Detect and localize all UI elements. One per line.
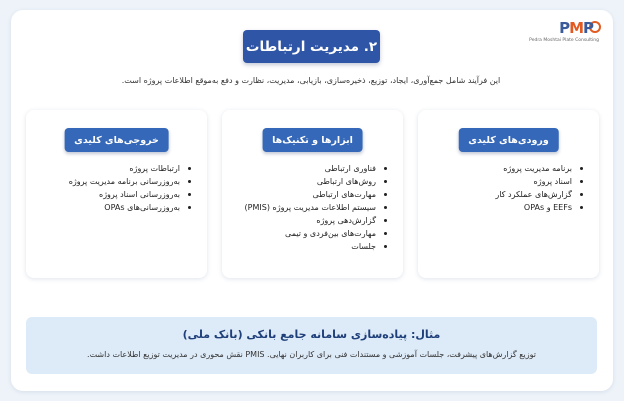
card-list [426,162,585,214]
example-text: توزیع گزارش‌های پیشرفت، جلسات آموزشی و مستندات فنی برای کاربران نهایی. PMIS نقش محوری در مدیریت توزیع اطلاعات داشت. [87,350,536,359]
list-item: ارتباطات پروژه [34,162,193,175]
example-title: مثال: پیاده‌سازی سامانه جامع بانکی (بانک ملی) [182,328,441,341]
list-item: جلسات [230,240,389,253]
list-item: EEFs و OPAs [426,201,585,214]
card-title: ورودی‌های کلیدی [458,128,559,152]
list-item: به‌روزرسانی اسناد پروژه [34,188,193,201]
list-item: گزارش‌های عملکرد کار [426,188,585,201]
list-item: به‌روزرسانی برنامه مدیریت پروژه [34,175,193,188]
card-title: خروجی‌های کلیدی [64,128,169,152]
list-item: گزارش‌دهی پروژه [230,214,389,227]
list-item: به‌روزرسانی‌های OPAs [34,201,193,214]
list-item: مهارت‌های ارتباطی [230,188,389,201]
example-box [26,317,597,374]
page-title: ۲. مدیریت ارتباطات [243,30,380,63]
card-list [230,162,389,253]
logo-tagline: Pedra Moshtai Plate Consulting [529,38,599,43]
list-item: سیستم اطلاعات مدیریت پروژه (PMIS) [230,201,389,214]
card-key-outputs [26,110,207,278]
list-item: فناوری ارتباطی [230,162,389,175]
card-key-inputs [418,110,599,278]
card-title: ابزارها و تکنیک‌ها [262,128,363,152]
company-logo [505,16,601,46]
card-list [34,162,193,214]
list-item: اسناد پروژه [426,175,585,188]
list-item: برنامه مدیریت پروژه [426,162,585,175]
list-item: روش‌های ارتباطی [230,175,389,188]
card-tools-techniques [222,110,403,278]
logo-mark: PMP [559,19,593,37]
page-subtitle: این فرآیند شامل جمع‌آوری، ایجاد، توزیع، ذخیره‌سازی، بازیابی، مدیریت، نظارت و دفع به‌موقع اطلاعات پروژه است. [121,76,501,85]
slide-page [11,10,613,391]
list-item: مهارت‌های بین‌فردی و تیمی [230,227,389,240]
